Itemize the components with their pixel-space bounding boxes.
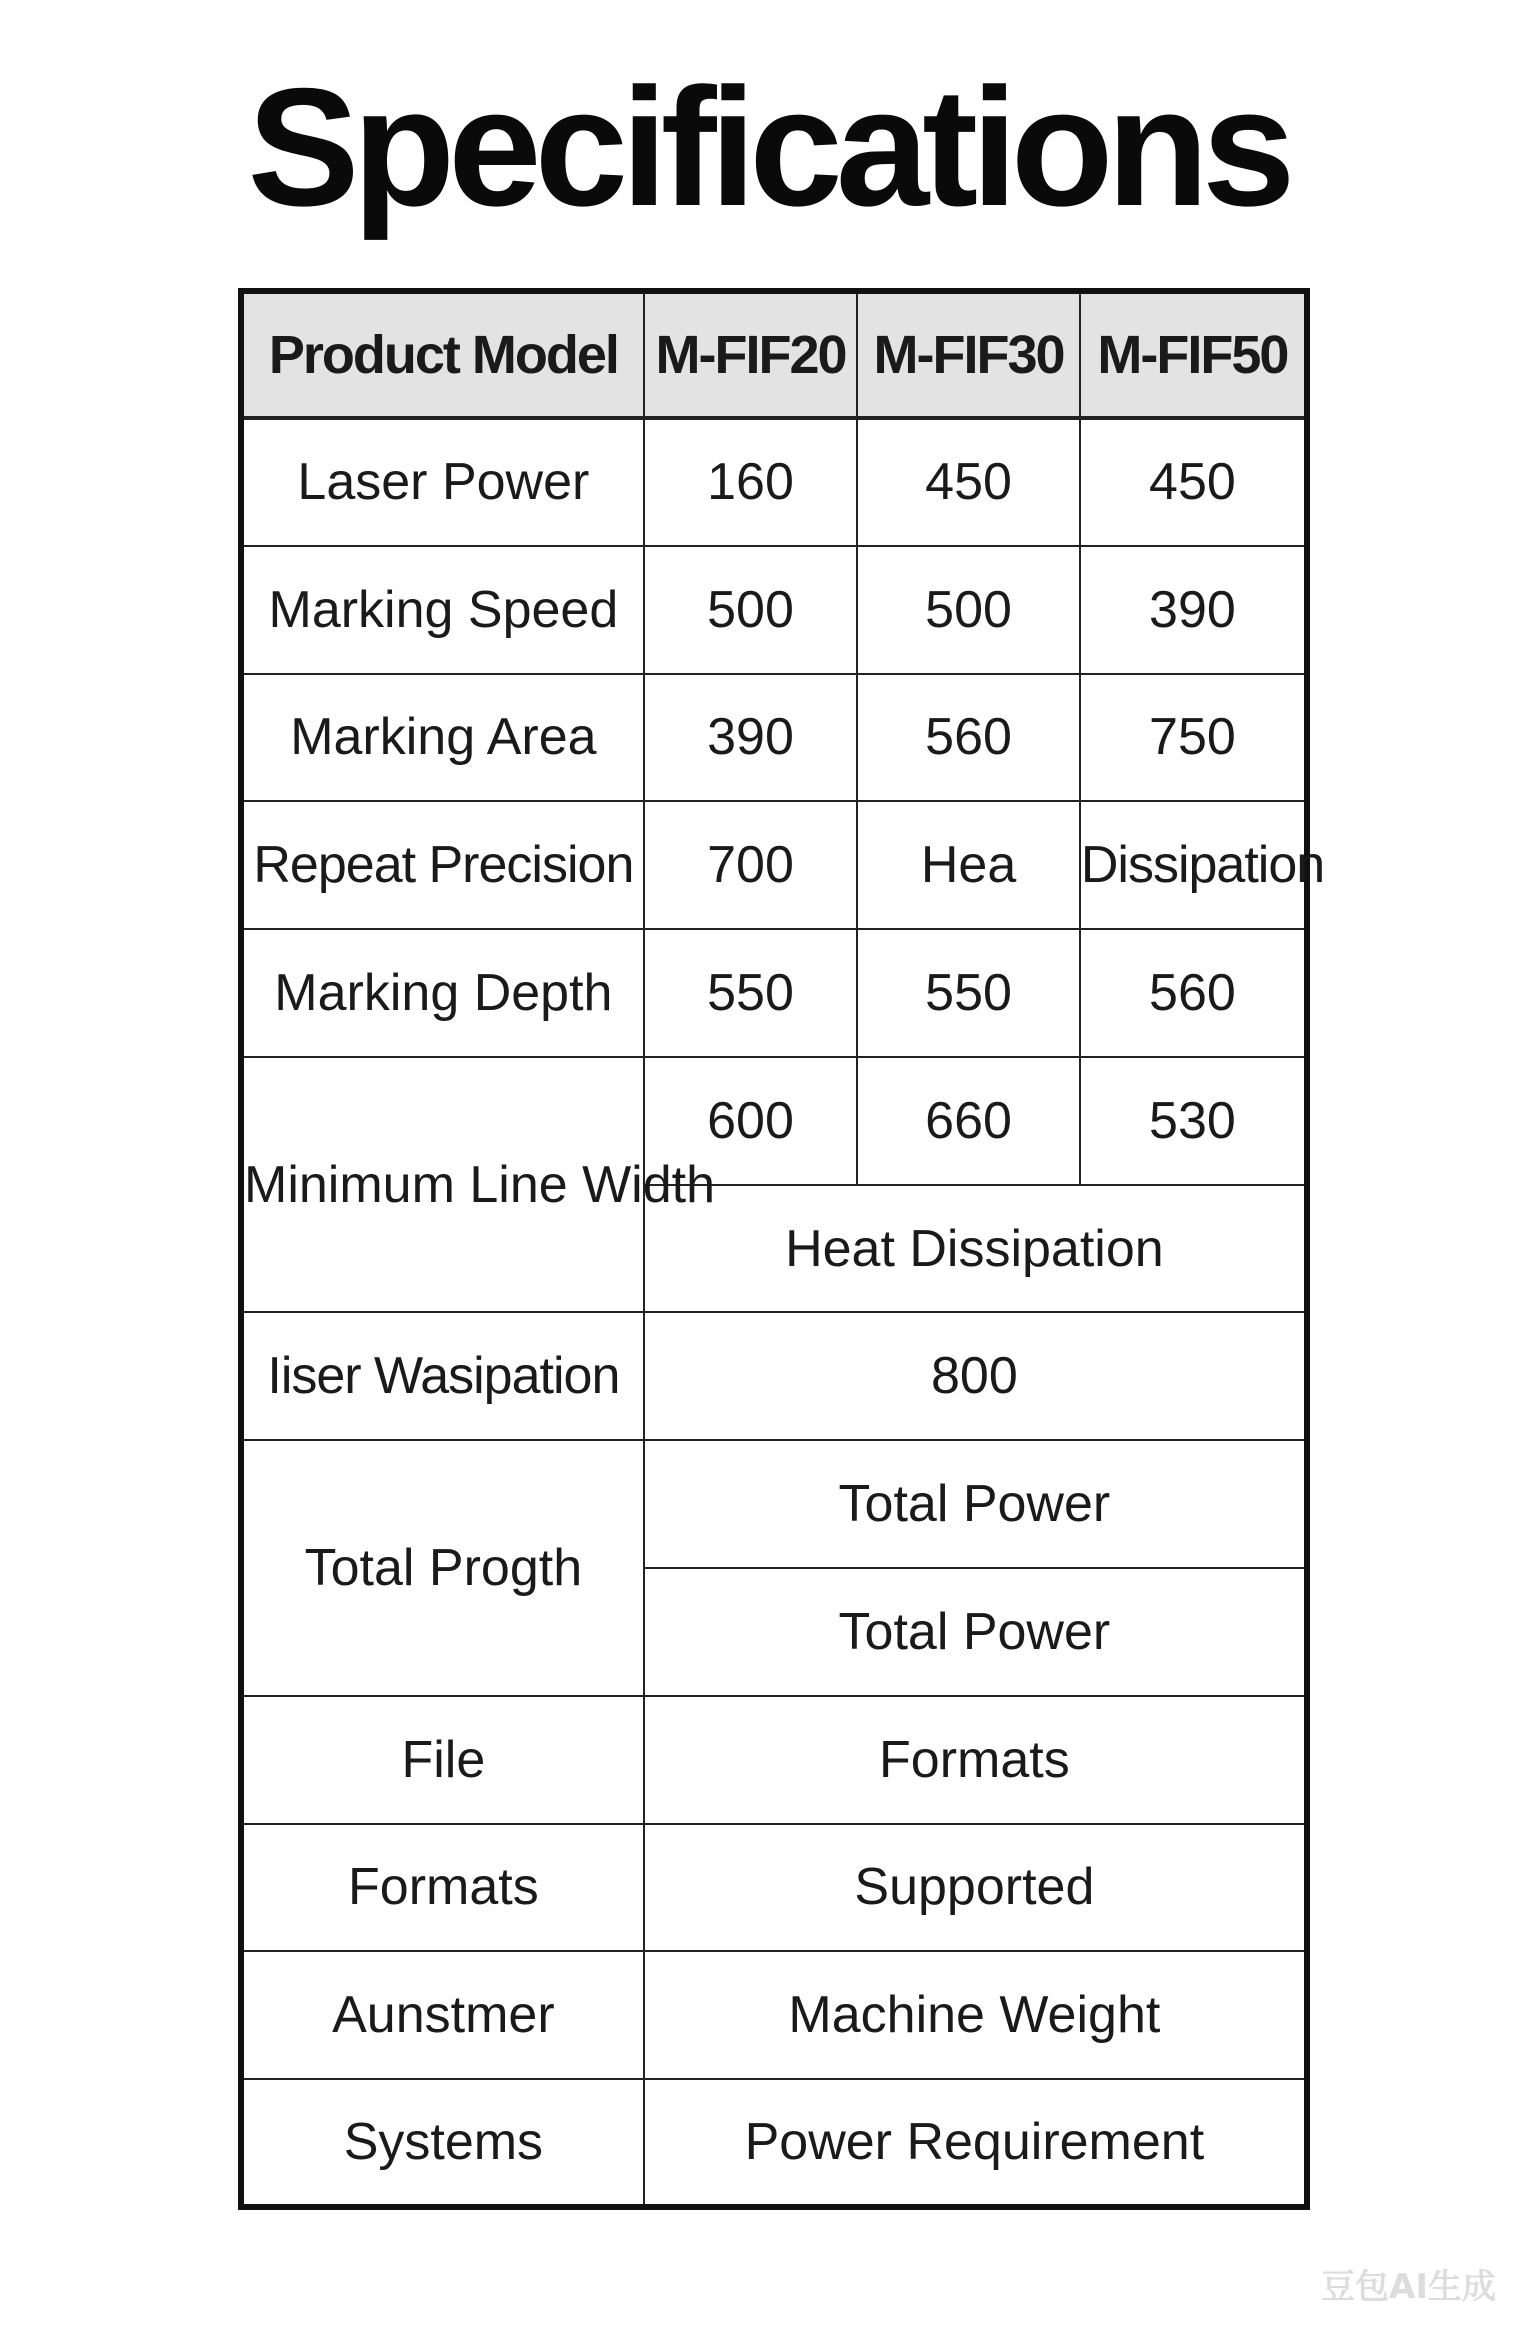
table-row (241, 546, 1307, 674)
header-m-fif30: M-FIF30 (857, 291, 1080, 418)
table-cell: 160 (644, 418, 858, 546)
table-cell: 530 (1080, 1057, 1307, 1185)
table-cell: 560 (857, 674, 1080, 802)
row-label: Repeat Precision (241, 801, 644, 929)
table-cell: Power Requirement (644, 2079, 1307, 2207)
table-cell: 800 (644, 1312, 1307, 1440)
row-label: Laser Power (241, 418, 644, 546)
table-row (241, 929, 1307, 1057)
table-cell: Supported (644, 1824, 1307, 1952)
table-cell: 450 (857, 418, 1080, 546)
table-cell: Total Power (644, 1440, 1307, 1568)
table-cell: 750 (1080, 674, 1307, 802)
table-cell: 700 (644, 801, 858, 929)
table-row (241, 1696, 1307, 1824)
table-row (241, 674, 1307, 802)
row-label: Marking Area (241, 674, 644, 802)
header-m-fif20: M-FIF20 (644, 291, 858, 418)
table-cell: 500 (857, 546, 1080, 674)
watermark: 豆包AI生成 (1321, 2267, 1496, 2307)
header-product-model: Product Model (241, 291, 644, 418)
row-label: File (241, 1696, 644, 1824)
table-cell: Machine Weight (644, 1951, 1307, 2079)
table-cell: Heat Dissipation (644, 1185, 1307, 1313)
table-cell: 550 (644, 929, 858, 1057)
table-row (241, 418, 1307, 546)
row-label: Aunstmer (241, 1951, 644, 2079)
table-cell: 550 (857, 929, 1080, 1057)
row-label: Marking Speed (241, 546, 644, 674)
table-row (241, 1057, 1307, 1185)
table-cell: Dissipation (1080, 801, 1307, 929)
table-cell: 660 (857, 1057, 1080, 1185)
table-row (241, 1824, 1307, 1952)
table-cell: 600 (644, 1057, 858, 1185)
table-cell: Hea (857, 801, 1080, 929)
table-cell: Total Power (644, 1568, 1307, 1696)
table-cell: 390 (644, 674, 858, 802)
row-label: Total Progth (241, 1440, 644, 1696)
table-cell: Formats (644, 1696, 1307, 1824)
row-label: Marking Depth (241, 929, 644, 1057)
table-cell: 390 (1080, 546, 1307, 674)
table-row (241, 1312, 1307, 1440)
table-row (241, 801, 1307, 929)
table-row (241, 1440, 1307, 1568)
page-title: Specifications (247, 53, 1289, 241)
table-cell: 450 (1080, 418, 1307, 546)
specifications-table (238, 288, 1325, 2210)
table-cell: 500 (644, 546, 858, 674)
header-m-fif50: M-FIF50 (1080, 291, 1307, 418)
table-row (241, 2079, 1307, 2207)
row-label: Iiser Wasipation (241, 1312, 644, 1440)
row-label: Systems (241, 2079, 644, 2207)
row-label: Formats (241, 1824, 644, 1952)
table-header-row (241, 291, 1307, 418)
table-row (241, 1951, 1307, 2079)
table-cell: 560 (1080, 929, 1307, 1057)
row-label: Minimum Line Width (241, 1057, 644, 1313)
